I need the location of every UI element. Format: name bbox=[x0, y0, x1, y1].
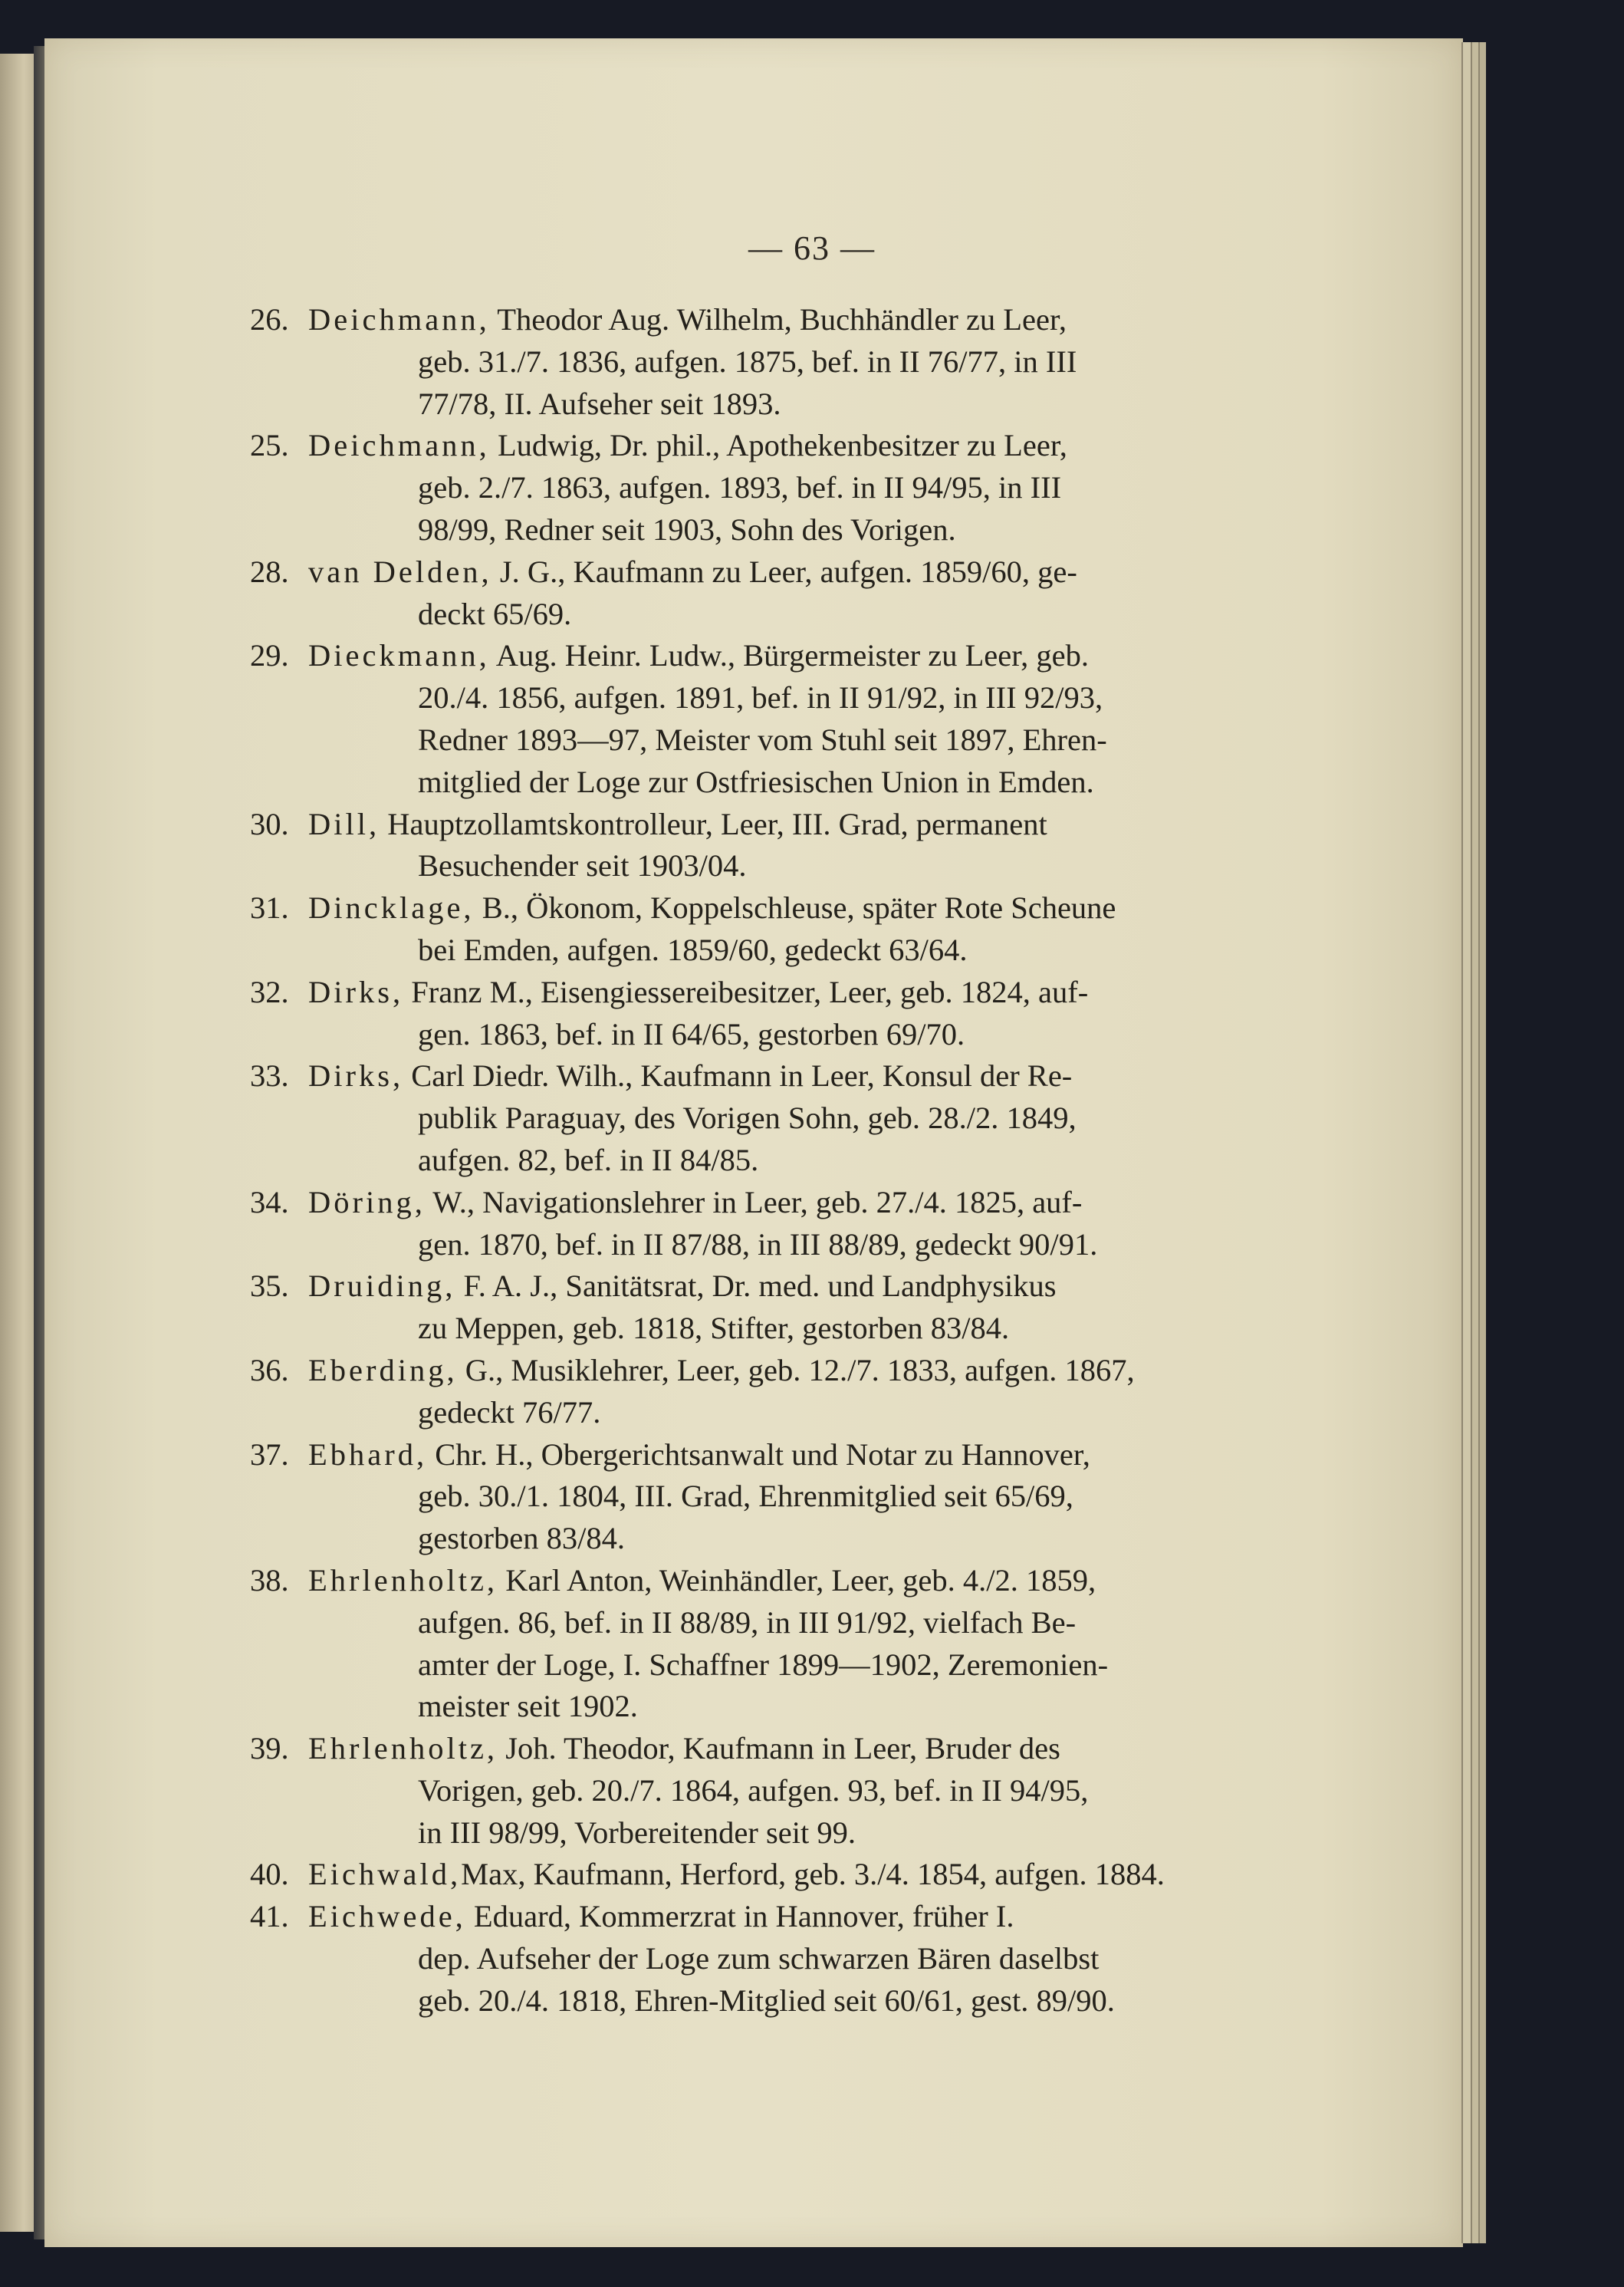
entry-line bbox=[0, 1182, 1624, 1224]
entry-text: gedeckt 76/77. bbox=[418, 1394, 601, 1430]
entry-text: J. G., Kaufmann zu Leer, aufgen. 1859/60, ge- bbox=[491, 554, 1077, 589]
entry-text: 20./4. 1856, aufgen. 1891, bef. in II 91/92, in III 92/93, bbox=[418, 680, 1103, 716]
entry-line bbox=[0, 1434, 1624, 1476]
member-name: Ehrlenholtz, bbox=[308, 1562, 498, 1598]
entry-line bbox=[0, 762, 1624, 804]
entry-number: 30. bbox=[250, 806, 289, 841]
member-name: Dirks, bbox=[308, 974, 404, 1009]
entry-text: dep. Aufseher der Loge zum schwarzen Bären daselbst bbox=[418, 1941, 1100, 1976]
entry-text: B., Ökonom, Koppelschleuse, später Rote Scheune bbox=[474, 890, 1116, 926]
entry-text: geb. 2./7. 1863, aufgen. 1893, bef. in II 94/95, in III bbox=[418, 470, 1062, 505]
entry-line bbox=[0, 551, 1624, 594]
list-item bbox=[0, 551, 1624, 636]
entry-line bbox=[0, 1602, 1624, 1644]
entry-line bbox=[0, 1392, 1624, 1434]
entry-text: gen. 1870, bef. in II 87/88, in III 88/89, gedeckt 90/91. bbox=[418, 1226, 1098, 1262]
entry-line bbox=[0, 930, 1624, 972]
entry-number: 35. bbox=[250, 1269, 289, 1304]
entry-number: 34. bbox=[250, 1184, 289, 1219]
entry-line bbox=[0, 1728, 1624, 1770]
entry-line bbox=[0, 1560, 1624, 1602]
member-name: Dirks, bbox=[308, 1058, 404, 1094]
member-name: Ehrlenholtz, bbox=[308, 1731, 498, 1766]
entry-text: W., Navigationslehrer in Leer, geb. 27./4. 1825, auf- bbox=[425, 1184, 1083, 1219]
member-name: van Delden, bbox=[308, 554, 492, 589]
entry-line bbox=[0, 635, 1624, 677]
entry-text: Karl Anton, Weinhändler, Leer, geb. 4./2. 1859, bbox=[498, 1562, 1096, 1598]
list-item bbox=[0, 1434, 1624, 1560]
entry-text: deckt 65/69. bbox=[418, 596, 572, 631]
entry-text: amter der Loge, I. Schaffner 1899—1902, Zeremonien- bbox=[418, 1647, 1109, 1682]
entry-line bbox=[0, 383, 1624, 426]
entry-text: Eduard, Kommerzrat in Hannover, früher I. bbox=[465, 1899, 1014, 1934]
entry-line bbox=[0, 1938, 1624, 1980]
entry-line bbox=[0, 887, 1624, 930]
entry-text: aufgen. 86, bef. in II 88/89, in III 91/92, vielfach Be- bbox=[418, 1604, 1077, 1640]
entry-line bbox=[0, 509, 1624, 551]
entry-text: gestorben 83/84. bbox=[418, 1521, 625, 1556]
entry-text: Theodor Aug. Wilhelm, Buchhändler zu Leer, bbox=[489, 302, 1067, 337]
member-name: Deichmann, bbox=[308, 428, 490, 463]
entry-line bbox=[0, 1014, 1624, 1056]
list-item bbox=[0, 299, 1624, 425]
list-item bbox=[0, 1896, 1624, 2022]
list-item bbox=[0, 425, 1624, 551]
entry-number: 37. bbox=[250, 1436, 289, 1472]
entry-line bbox=[0, 1224, 1624, 1266]
member-name: Eberding, bbox=[308, 1352, 458, 1387]
entry-text: F. A. J., Sanitätsrat, Dr. med. und Landphysikus bbox=[455, 1269, 1057, 1304]
list-item bbox=[0, 1055, 1624, 1181]
list-item bbox=[0, 1265, 1624, 1350]
entry-line bbox=[0, 1896, 1624, 1938]
entry-line bbox=[0, 1097, 1624, 1140]
list-item bbox=[0, 804, 1624, 888]
entry-number: 36. bbox=[250, 1352, 289, 1387]
entry-line bbox=[0, 1518, 1624, 1560]
list-item bbox=[0, 887, 1624, 972]
entry-number: 38. bbox=[250, 1562, 289, 1598]
entry-line bbox=[0, 804, 1624, 846]
entry-line bbox=[0, 1476, 1624, 1518]
list-item bbox=[0, 1854, 1624, 1896]
list-item bbox=[0, 1728, 1624, 1854]
entry-number: 39. bbox=[250, 1731, 289, 1766]
entry-text: Carl Diedr. Wilh., Kaufmann in Leer, Konsul der Re- bbox=[403, 1058, 1073, 1094]
entry-text: geb. 31./7. 1836, aufgen. 1875, bef. in II 76/77, in III bbox=[418, 344, 1077, 379]
entry-line bbox=[0, 1055, 1624, 1097]
entry-line bbox=[0, 719, 1624, 762]
entry-line bbox=[0, 1308, 1624, 1350]
entry-line bbox=[0, 1350, 1624, 1392]
entry-line bbox=[0, 972, 1624, 1014]
entry-number: 33. bbox=[250, 1058, 289, 1094]
entry-line bbox=[0, 1265, 1624, 1308]
entry-text: meister seit 1902. bbox=[418, 1689, 638, 1724]
entry-text: Joh. Theodor, Kaufmann in Leer, Bruder des bbox=[498, 1731, 1060, 1766]
entry-line bbox=[0, 1140, 1624, 1182]
entry-number: 41. bbox=[250, 1899, 289, 1934]
entry-line bbox=[0, 1770, 1624, 1812]
entry-text: geb. 20./4. 1818, Ehren-Mitglied seit 60/61, gest. 89/90. bbox=[418, 1983, 1115, 2018]
entry-line bbox=[0, 1686, 1624, 1728]
entry-text: G., Musiklehrer, Leer, geb. 12./7. 1833, aufgen. 1867, bbox=[457, 1352, 1135, 1387]
entry-text: Redner 1893—97, Meister vom Stuhl seit 1897, Ehren- bbox=[418, 722, 1107, 757]
entry-line bbox=[0, 425, 1624, 467]
entry-text: Hauptzollamtskontrolleur, Leer, III. Grad, permanent bbox=[380, 806, 1047, 841]
entry-text: gen. 1863, bef. in II 64/65, gestorben 69/70. bbox=[418, 1016, 965, 1051]
entry-line bbox=[0, 467, 1624, 509]
entry-text: 77/78, II. Aufseher seit 1893. bbox=[418, 386, 781, 421]
entry-text: Max, Kaufmann, Herford, geb. 3./4. 1854, aufgen. 1884. bbox=[461, 1857, 1165, 1892]
entry-text: aufgen. 82, bef. in II 84/85. bbox=[418, 1142, 759, 1177]
entry-text: Vorigen, geb. 20./7. 1864, aufgen. 93, bef. in II 94/95, bbox=[418, 1772, 1089, 1808]
entry-number: 26. bbox=[250, 302, 289, 337]
list-item bbox=[0, 972, 1624, 1056]
entry-number: 29. bbox=[250, 638, 289, 673]
member-name: Dieckmann, bbox=[308, 638, 490, 673]
member-name: Eichwald, bbox=[308, 1857, 462, 1892]
entry-text: Chr. H., Obergerichtsanwalt und Notar zu Hannover, bbox=[427, 1436, 1090, 1472]
entry-line bbox=[0, 341, 1624, 383]
entry-number: 31. bbox=[250, 890, 289, 926]
entry-line bbox=[0, 1980, 1624, 2022]
entry-text: Aug. Heinr. Ludw., Bürgermeister zu Leer, geb. bbox=[489, 638, 1089, 673]
list-item bbox=[0, 1182, 1624, 1266]
entry-line bbox=[0, 1644, 1624, 1686]
member-name: Eichwede, bbox=[308, 1899, 466, 1934]
entry-number: 32. bbox=[250, 974, 289, 1009]
entry-number: 28. bbox=[250, 554, 289, 589]
entry-number: 40. bbox=[250, 1857, 289, 1892]
entry-text: Franz M., Eisengiessereibesitzer, Leer, geb. 1824, auf- bbox=[403, 974, 1089, 1009]
entry-text: Besuchender seit 1903/04. bbox=[418, 848, 747, 884]
entry-text: bei Emden, aufgen. 1859/60, gedeckt 63/64. bbox=[418, 932, 968, 967]
list-item bbox=[0, 635, 1624, 803]
member-name: Döring, bbox=[308, 1184, 426, 1219]
member-name: Dill, bbox=[308, 806, 380, 841]
entry-text: in III 98/99, Vorbereitender seit 99. bbox=[418, 1815, 856, 1850]
entry-text: zu Meppen, geb. 1818, Stifter, gestorben 83/84. bbox=[418, 1311, 1010, 1346]
page-number: — 63 — bbox=[748, 229, 876, 267]
member-list bbox=[0, 299, 1624, 2022]
member-name: Deichmann, bbox=[308, 302, 490, 337]
member-name: Dincklage, bbox=[308, 890, 475, 926]
entry-text: mitglied der Loge zur Ostfriesischen Union in Emden. bbox=[418, 764, 1094, 799]
list-item bbox=[0, 1560, 1624, 1728]
entry-line bbox=[0, 594, 1624, 636]
entry-line bbox=[0, 1812, 1624, 1854]
entry-text: 98/99, Redner seit 1903, Sohn des Vorigen. bbox=[418, 512, 956, 547]
entry-text: geb. 30./1. 1804, III. Grad, Ehrenmitglied seit 65/69, bbox=[418, 1479, 1073, 1514]
entry-line bbox=[0, 1854, 1624, 1896]
entry-text: Ludwig, Dr. phil., Apothekenbesitzer zu Leer, bbox=[489, 428, 1067, 463]
entry-line bbox=[0, 845, 1624, 887]
list-item bbox=[0, 1350, 1624, 1434]
member-name: Druiding, bbox=[308, 1269, 456, 1304]
entry-number: 25. bbox=[250, 428, 289, 463]
entry-text: publik Paraguay, des Vorigen Sohn, geb. 28./2. 1849, bbox=[418, 1101, 1077, 1136]
entry-line bbox=[0, 299, 1624, 341]
entry-line bbox=[0, 677, 1624, 719]
member-name: Ebhard, bbox=[308, 1436, 428, 1472]
